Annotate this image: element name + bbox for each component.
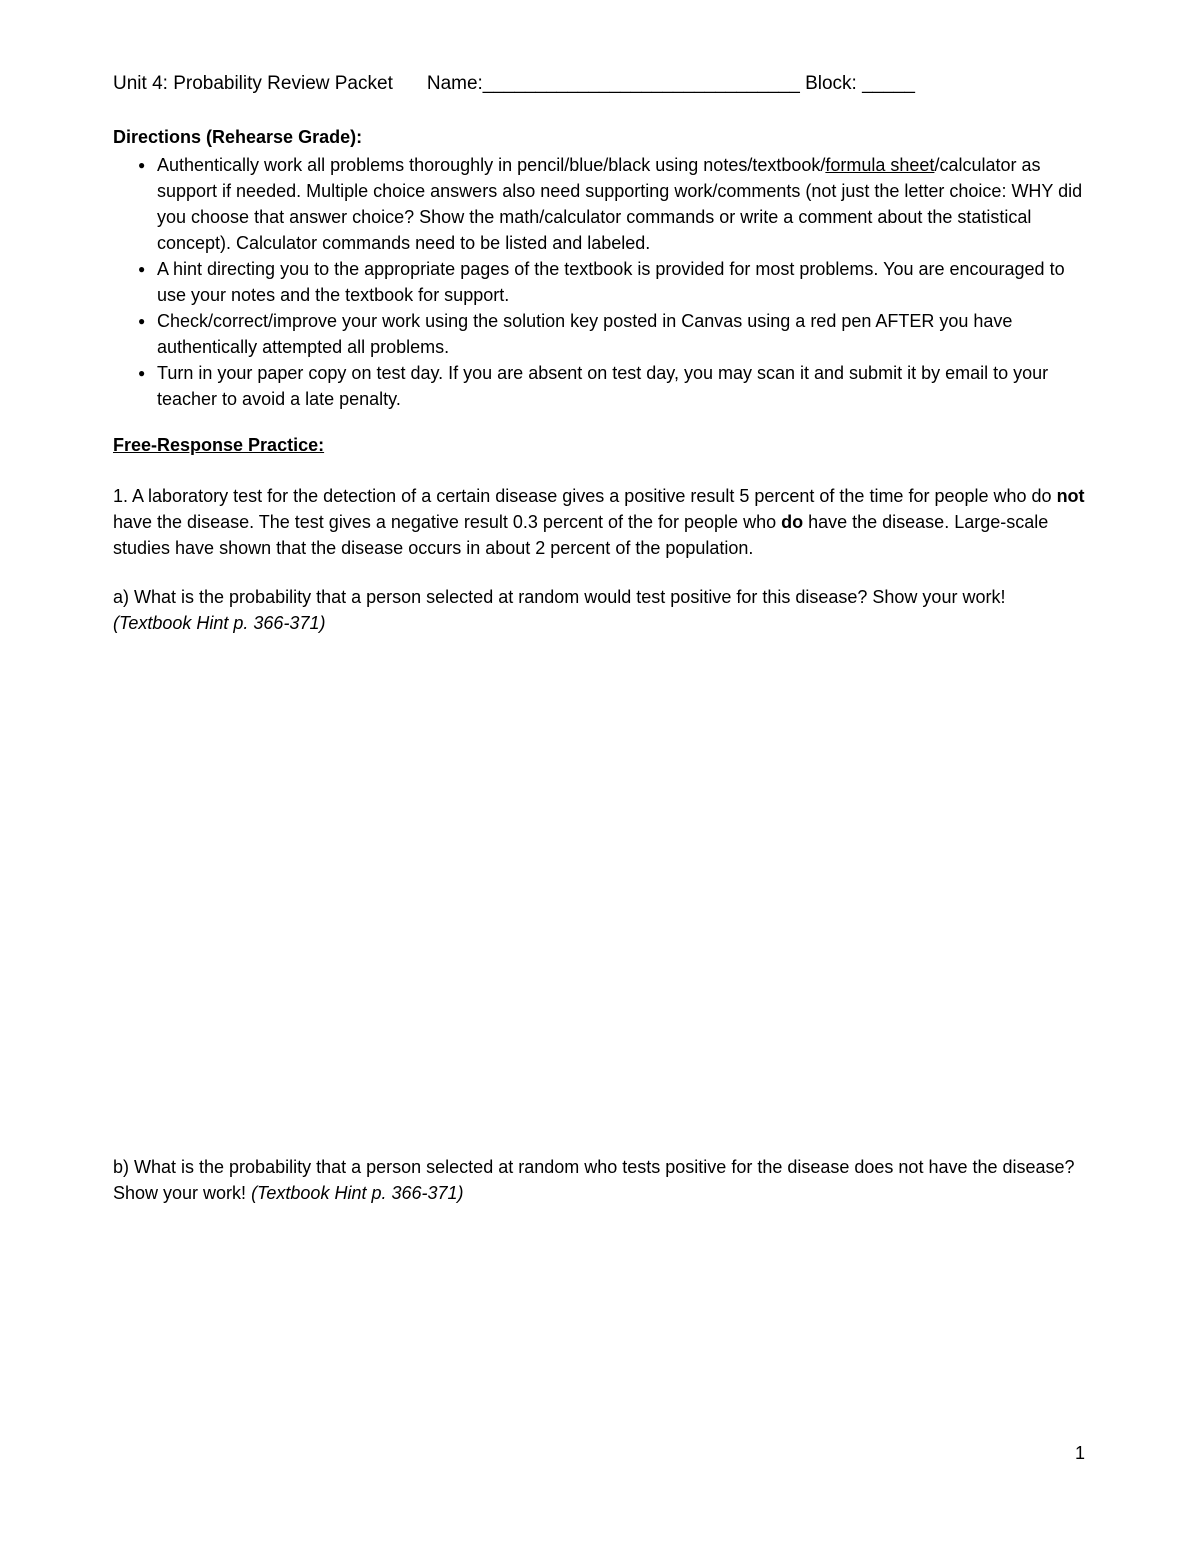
free-response-heading: Free-Response Practice: [113,435,325,455]
page-number: 1 [1075,1443,1086,1463]
bullet-icon: ● [138,314,146,328]
bullet-icon: ● [138,366,146,380]
textbook-hint: (Textbook Hint p. 366-371) [113,613,326,633]
textbook-hint: (Textbook Hint p. 366-371) [251,1183,464,1203]
header-line [113,72,915,96]
block-field: Block: _____ [805,73,915,94]
document-title: Unit 4: Probability Review Packet [113,73,393,94]
bullet-icon: ● [138,262,146,276]
problem-1a-text: a) What is the probability that a person selected at random would test positive for this disease? Show your work! (Textbook Hint p. 366-371) [113,587,1006,633]
formula-sheet-underlined: formula sheet [825,155,935,175]
problem-1b-text: b) What is the probability that a person selected at random who tests positive for the disease does not have the disease? Show your work! (Textbook Hint p. 366-371) [113,1157,1075,1203]
name-field: Name:______________________________ [426,73,800,94]
directions-item: ● A hint directing you to the appropriate pages of the textbook is provided for most problems. You are encouraged to use your notes and the textbook for support. [134,256,1094,308]
directions-item: ● Check/correct/improve your work using the solution key posted in Canvas using a red pen AFTER you have authentically attempted all problems. [134,308,1094,360]
directions-list [134,152,1094,412]
directions-item: ● Turn in your paper copy on test day. If you are absent on test day, you may scan it and submit it by email to your teacher to avoid a late penalty. [134,360,1094,412]
directions-item: ● Authentically work all problems thoroughly in pencil/blue/black using notes/textbook/formula sheet/calculator as support if needed. Multiple choice answers also need supporting work/comments (not just the letter choice: WHY did you choose that answer choice? Show the math/calculator commands or write a comment about the statistical concept). Calculator commands need to be listed and labeled. [134,152,1094,256]
bullet-icon: ● [138,158,146,172]
problem-1-text: 1. A laboratory test for the detection of a certain disease gives a positive result 5 percent of the time for people who do not have the disease. The test gives a negative result 0.3 percent of the for people who do have the disease. Large-scale studies have shown that the disease occurs in about 2 percent of the population. [113,486,1085,558]
directions-heading: Directions (Rehearse Grade): [113,127,363,147]
